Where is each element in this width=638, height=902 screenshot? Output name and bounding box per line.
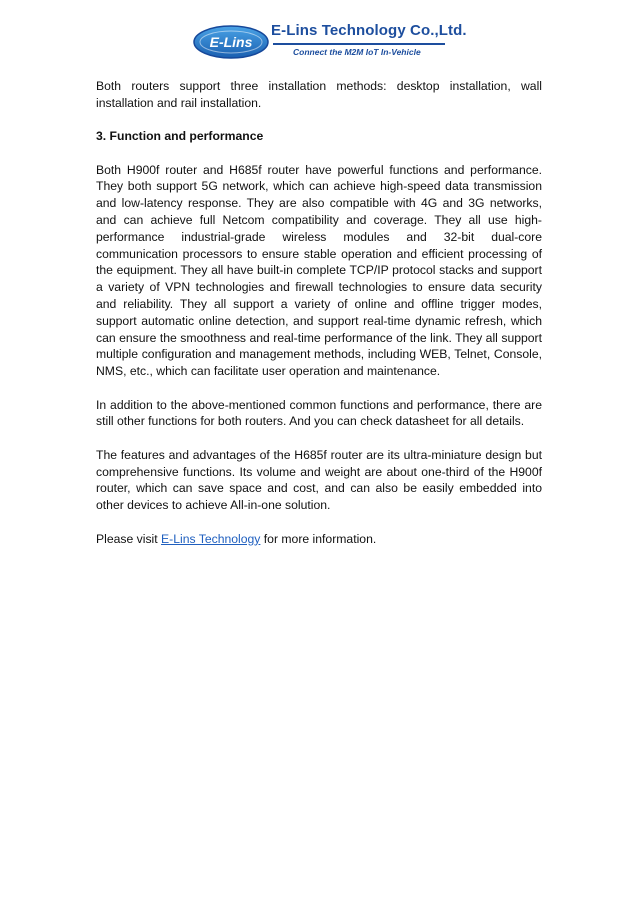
section-heading: 3. Function and performance <box>96 129 264 144</box>
closing-paragraph <box>96 531 542 548</box>
company-name: E-Lins Technology Co.,Ltd. <box>271 22 467 39</box>
header-rule <box>273 43 445 45</box>
body-paragraph: In addition to the above-mentioned common functions and performance, there are still other functions for both routers. And you can check datasheet for all details. <box>96 397 542 429</box>
body-paragraph: Both H900f router and H685f router have powerful functions and performance. They both support 5G network, which can achieve high-speed data transmission and low-latency response. They are also compatible with 4G and 3G networks, and can achieve full Netcom compatibility and coverage. They all use high-performance industrial-grade wireless modules and 32-bit dual-core communication processors to ensure stable operation and efficient processing of the equipment. They all have built-in complete TCP/IP protocol stacks and support a variety of VPN technologies and firewall technologies to ensure data security and reliability. They all support a variety of online and offline trigger modes, support automatic online detection, and support real-time dynamic refresh, which can ensure the smoothness and real-time performance of the link. They all support multiple configuration and management methods, including WEB, Telnet, Console, NMS, etc., which can facilitate user operation and maintenance. <box>96 162 542 379</box>
logo-text: E-Lins <box>209 34 253 50</box>
closing-prefix: Please visit <box>96 531 162 546</box>
intro-paragraph: Both routers support three installation methods: desktop installation, wall installation and rail installation. <box>96 79 542 110</box>
closing-suffix: for more information. <box>260 531 377 546</box>
body-paragraph: The features and advantages of the H685f router are its ultra-miniature design but comprehensive functions. Its volume and weight are about one-third of the H900f router, which can save space and cost, and can also be easily embedded into other devices to achieve All-in-one solution. <box>96 447 542 513</box>
company-tagline: Connect the M2M IoT In-Vehicle <box>293 47 421 57</box>
page-header <box>193 20 467 64</box>
e-lins-logo-icon <box>193 24 269 60</box>
e-lins-technology-link[interactable]: E-Lins Technology <box>161 531 261 546</box>
document-body <box>96 78 542 564</box>
